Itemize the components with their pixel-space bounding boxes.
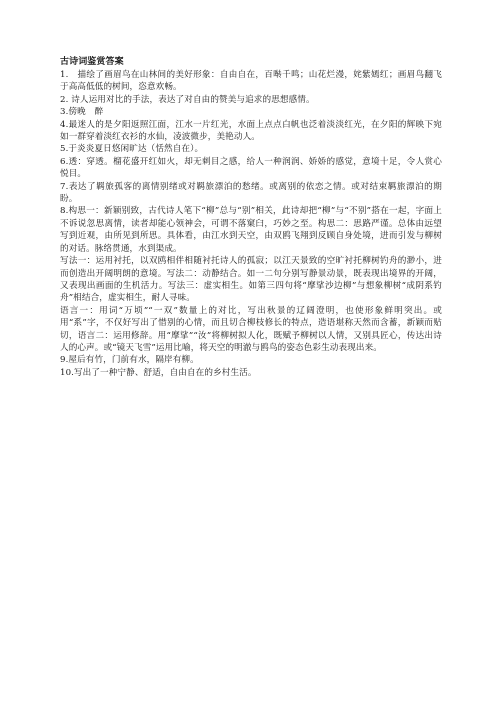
answer-10: 10.写出了一种宁静、舒适，自由自在的乡村生活。 [60, 367, 257, 378]
answer-8-structure: 8.构思一：新颖别致，古代诗人笔下“柳”总与“别”相关，此诗却把“柳”与“不别”搭在一起，字面上不诉说忽思离情，读者却能心领神会，可谓不落窠臼，巧妙之至。构思二：思路严谨。总体由远望写到近观，由所见到所思。具体看，由江水到天空，由双鸥飞翔到反顾自身处境，进而引发与柳树的对话。脉络贯通，水到渠成。 [60, 206, 442, 254]
answer-3: 3.傍晚 醉 [60, 107, 104, 118]
answer-9: 9.屋后有竹，门前有水，隔岸有柳。 [60, 355, 199, 366]
answer-8-technique: 写法一：运用衬托，以双鸥相伴相随衬托诗人的孤寂；以江天景致的空旷衬托柳树钓舟的渺小，进而创造出开阔明朗的意境。写法二：动静结合。如一二句分别写静景动景，既表现出境界的开阔，又表现出画面的生机活力。写法三：虚实相生。如第三四句将“摩挲沙边柳”与想象柳树“成阴系钓舟”相结合，虚实相生，耐人寻味。 [60, 256, 442, 304]
answer-2: 2. 诗人运用对比的手法，表达了对自由的赞美与追求的思想感情。 [60, 94, 315, 105]
document-title: 古诗词鉴赏答案 [60, 57, 124, 67]
answer-5: 5.于炎炎夏日悠闲旷达（恬然自在）。 [60, 144, 204, 155]
answer-6: 6.透：穿透。榴花盛开红如火，却无刺目之感，给人一种润润、娇娇的感觉，意境十足，令人赏心悦目。 [60, 156, 442, 180]
answer-document [60, 56, 442, 379]
answer-1: 1. 描绘了画眉鸟在山林间的美好形象：自由自在，百啭千鸣；山花烂漫，姹紫嫣红；画眉鸟翻飞于高高低低的树间，恣意欢畅。 [60, 70, 442, 93]
answer-8-language: 语言一：用词“万顷”“一双”数量上的对比，写出秋景的辽阔澄明，也使形象鲜明突出。或用“系”字，不仅好写出了惜别的心情，而且切合柳枝修长的特点，造语堪称天然而含蓄，新颖而贴切，语言二：运用修辞。用“摩挲”“汝”将柳树拟人化，既赋予柳树以人情，又别具匠心，传达出诗人的心声。或“镜天飞雪”运用比喻，将天空的明澈与鸥鸟的姿态色彩生动表现出来。 [60, 305, 442, 353]
answer-7: 7.表达了羁旅孤客的离情别绪或对羁旅漂泊的愁绪。或离别的依恋之情。或对结束羁旅漂泊的期盼。 [60, 181, 442, 205]
answer-4: 4.最迷人的是夕阳返照江面，江水一片红光，水面上点点白帆也泛着淡淡红光，在夕阳的辉映下宛如一群穿着淡红衣衫的水仙，凌波微步，美艳动人。 [60, 119, 442, 143]
